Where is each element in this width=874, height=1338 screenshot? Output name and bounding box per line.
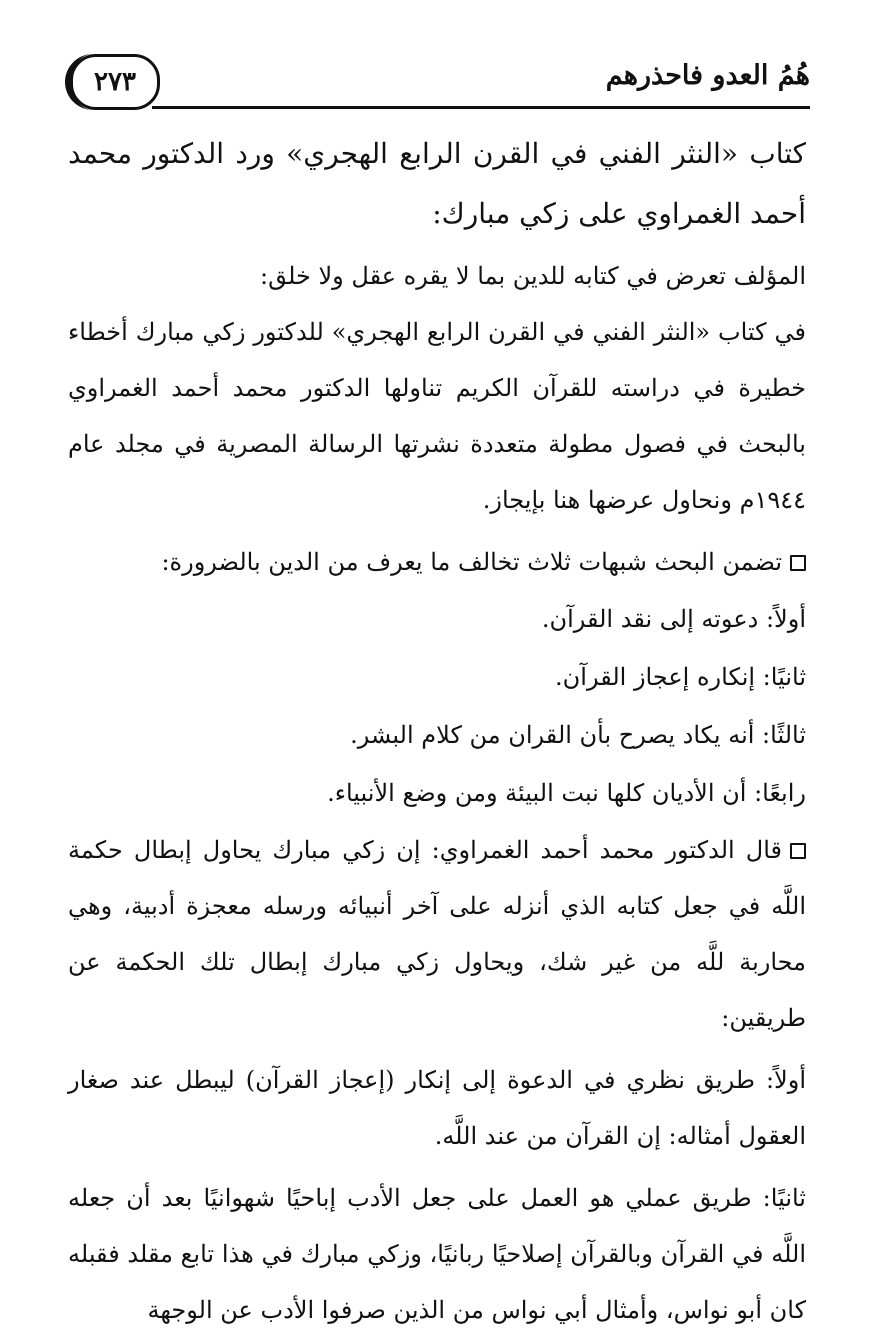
bullet-paragraph-1: [68, 534, 806, 590]
body-paragraph-1: في كتاب «النثر الفني في القرن الرابع الهجري» للدكتور زكي مبارك أخطاء خطيرة في دراسته للقرآن الكريم تناولها الدكتور محمد أحمد الغمراوي بالبحث في فصول مطولة متعددة نشرتها الرسالة المصرية في مجلد عام ١٩٤٤م ونحاول عرضها هنا بإيجاز.: [68, 318, 806, 514]
intro-paragraph: كتاب «النثر الفني في القرن الرابع الهجري» ورد الدكتور محمد أحمد الغمراوي على زكي مبارك:: [68, 137, 806, 230]
page-number: ٢٧٣: [70, 54, 160, 110]
list-item: أولاً: دعوته إلى نقد القرآن.: [541, 605, 806, 633]
way-one-paragraph: أولاً: طريق نظري في الدعوة إلى إنكار (إعجاز القرآن) ليبطل عند صغار العقول أمثاله: إن القرآن من عند اللَّه.: [68, 1066, 806, 1150]
list-item: ثانيًا: إنكاره إعجاز القرآن.: [555, 663, 806, 691]
running-title: هُمُ العدو فاحذرهم: [605, 60, 810, 91]
way-two-paragraph: ثانيًا: طريق عملي هو العمل على جعل الأدب إباحيًا شهوانيًا بعد أن جعله اللَّه في القرآن وبالقرآن إصلاحيًا ربانيًا، وزكي مبارك في هذا تابع مقلد فقبله كان أبو نواس، وأمثال أبي نواس من الذين صرفوا الأدب عن الوجهة: [68, 1184, 806, 1324]
page-header: [70, 48, 810, 114]
bullet-paragraph-2: [68, 822, 806, 1046]
page-content: [68, 124, 806, 1338]
section-subheading: المؤلف تعرض في كتابه للدين بما لا يقره عقل ولا خلق:: [259, 262, 806, 290]
bullet-box-icon: [790, 843, 806, 859]
header-rule: [152, 106, 810, 109]
bullet-box-icon: [790, 555, 806, 571]
bullet-text-2: قال الدكتور محمد أحمد الغمراوي: إن زكي مبارك يحاول إبطال حكمة اللَّه في جعل كتابه الذي أنزله على آخر أنبيائه ورسله معجزة أدبية، وهي محاربة للَّه من غير شك، ويحاول زكي مبارك إبطال تلك الحكمة عن طريقين:: [68, 836, 806, 1032]
list-item: رابعًا: أن الأديان كلها نبت البيئة ومن وضع الأنبياء.: [327, 779, 806, 807]
bullet-text-1: تضمن البحث شبهات ثلاث تخالف ما يعرف من الدين بالضرورة:: [161, 548, 782, 576]
list-item: ثالثًا: أنه يكاد يصرح بأن القران من كلام البشر.: [350, 721, 806, 749]
